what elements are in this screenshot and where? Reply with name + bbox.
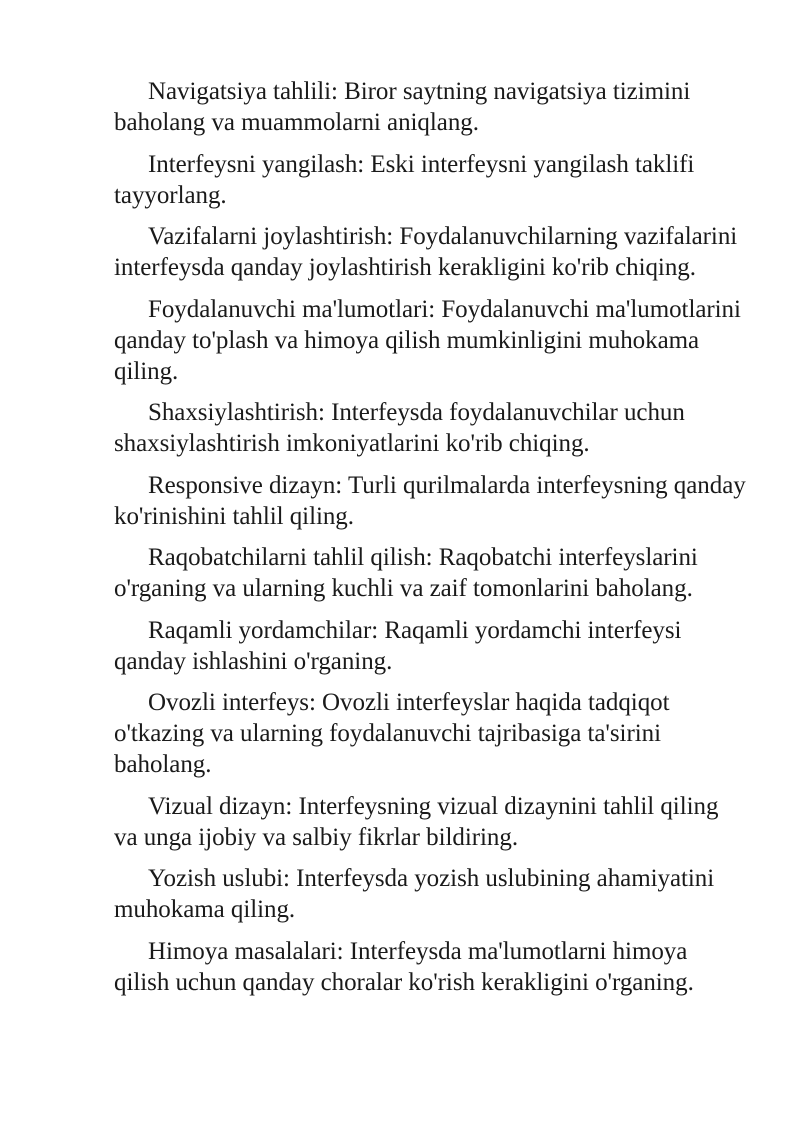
paragraph-ovozli-interfeys: Ovozli interfeys: Ovozli interfeyslar haqida tadqiqot o'tkazing va ularning foydalanuvchi tajribasiga ta'sirini baholang. <box>114 689 670 778</box>
document-page <box>114 76 746 1008</box>
paragraph-vazifalarni-joylashtirish: Vazifalarni joylashtirish: Foydalanuvchilarning vazifalarini interfeysda qanday joylashtirish kerakligini ko'rib chiqing. <box>114 223 738 281</box>
paragraph-navigatsiya-tahlili: Navigatsiya tahlili: Biror saytning navigatsiya tizimini baholang va muammolarni aniqlang. <box>114 78 691 136</box>
paragraph-himoya-masalalari: Himoya masalalari: Interfeysda ma'lumotlarni himoya qilish uchun qanday choralar ko'rish kerakligini o'rganing. <box>114 937 694 996</box>
paragraph-responsive-dizayn: Responsive dizayn: Turli qurilmalarda interfeysning qanday ko'rinishini tahlil qiling. <box>114 471 746 530</box>
paragraph-interfeysni-yangilash: Interfeysni yangilash: Eski interfeysni yangilash taklifi tayyorlang. <box>114 150 695 209</box>
paragraph-yozish-uslubi: Yozish uslubi: Interfeysda yozish uslubining ahamiyatini muhokama qiling. <box>114 865 715 923</box>
paragraph-foydalanuvchi-malumotlari: Foydalanuvchi ma'lumotlari: Foydalanuvchi ma'lumotlarini qanday to'plash va himoya qilish mumkinligini muhokama qiling. <box>114 295 741 385</box>
paragraph-raqobatchilarni-tahlil: Raqobatchilarni tahlil qilish: Raqobatchi interfeyslarini o'rganing va ularning kuchli va zaif tomonlarini baholang. <box>114 544 698 602</box>
paragraph-shaxsiylashtirish: Shaxsiylashtirish: Interfeysda foydalanuvchilar uchun shaxsiylashtirish imkoniyatlarini ko'rib chiqing. <box>114 399 685 457</box>
paragraph-raqamli-yordamchilar: Raqamli yordamchilar: Raqamli yordamchi interfeysi qanday ishlashini o'rganing. <box>114 616 682 675</box>
paragraph-vizual-dizayn: Vizual dizayn: Interfeysning vizual dizaynini tahlil qiling va unga ijobiy va salbiy fikrlar bildiring. <box>114 792 719 851</box>
